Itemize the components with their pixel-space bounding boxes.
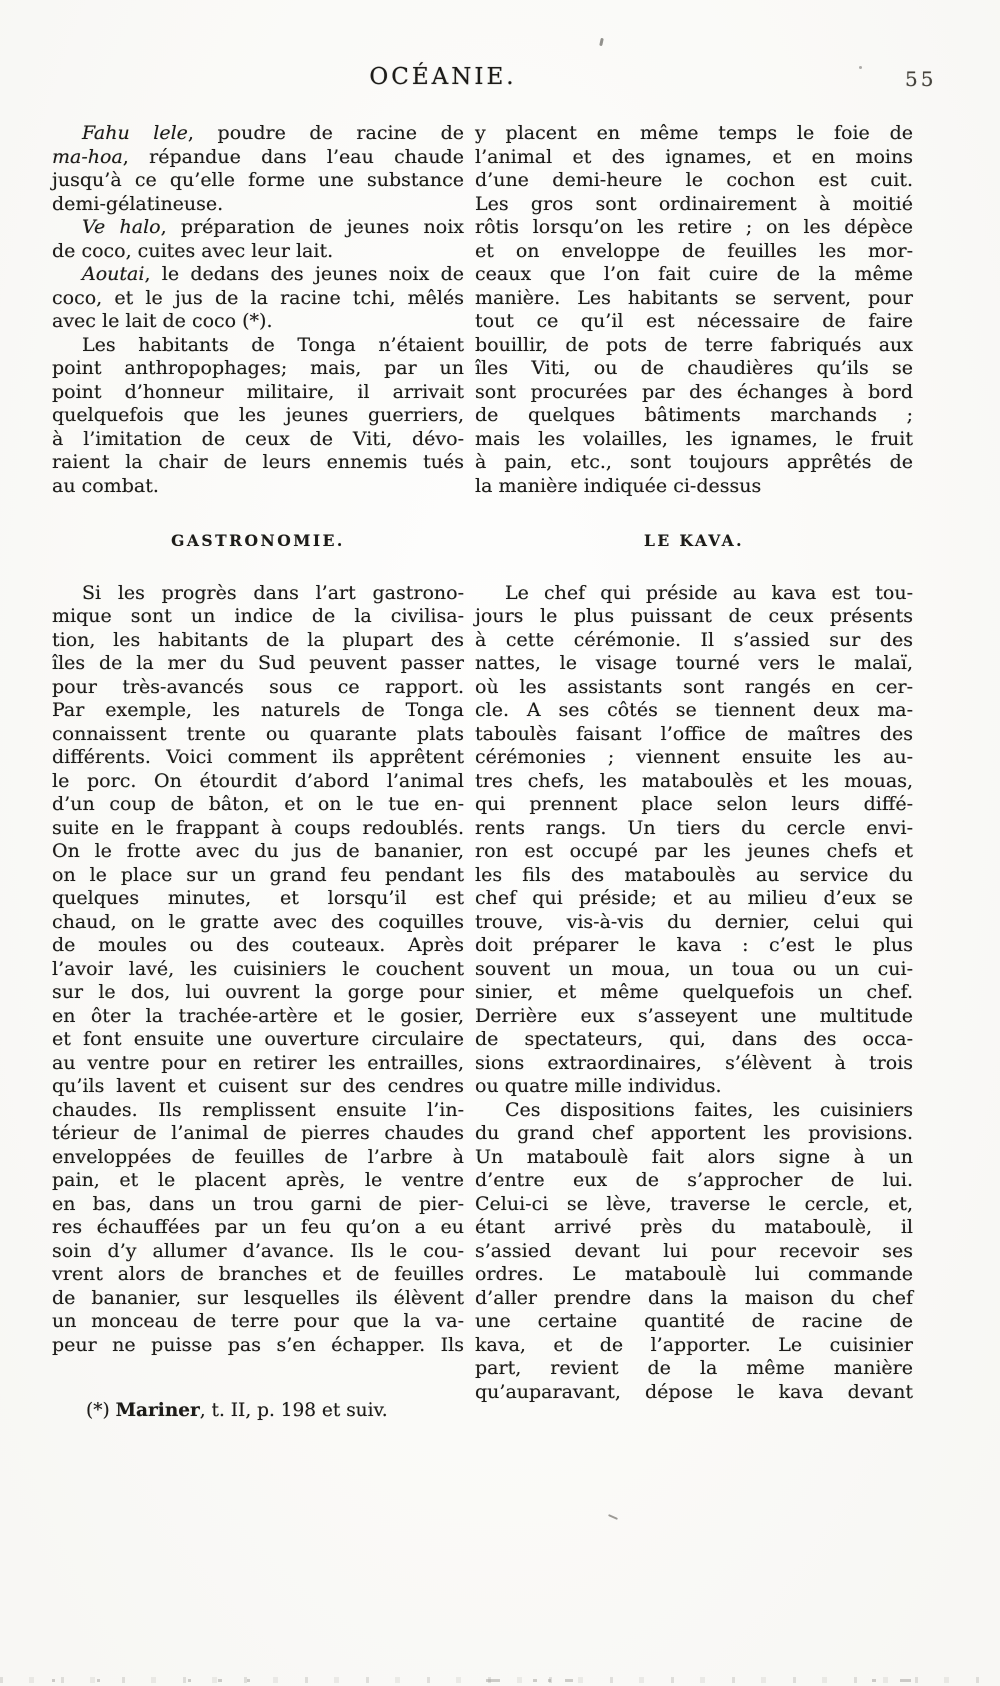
text-line	[52, 122, 464, 146]
text-line: de spectateurs, qui, dans des occa-	[475, 1028, 913, 1050]
text-line: on le place sur un grand feu pendant	[52, 863, 464, 886]
paragraph	[475, 122, 913, 498]
text-line: qu’auparavant, dépose le kava devant	[475, 1380, 913, 1403]
text-line: peur ne puisse pas s’en échapper. Ils	[52, 1333, 464, 1356]
text-line: d’une demi-heure le cochon est cuit.	[475, 169, 913, 191]
section-heading: LE KAVA.	[643, 531, 745, 550]
text-line: ceaux que l’on fait cuire de la même	[475, 263, 913, 285]
running-title: OCÉANIE.	[369, 64, 517, 90]
text-line: manière. Les habitants se servent, pour	[475, 286, 913, 309]
text-line: térieur de l’animal de pierres chaudes	[52, 1122, 464, 1144]
text-line: qu’ils lavent et cuisent sur des cendres	[52, 1075, 464, 1097]
section-heading: GASTRONOMIE.	[171, 531, 345, 550]
text-line: du grand chef apportent les provisions.	[475, 1122, 913, 1144]
text-line: étant arrivé près du mataboulè, il	[475, 1216, 913, 1238]
text-line: ou quatre mille individus.	[475, 1075, 722, 1097]
text-line: d’entre eux de s’approcher de lui.	[475, 1169, 913, 1191]
text-line: l’animal et des ignames, et en moins	[475, 145, 913, 168]
text-line: mais les volailles, les ignames, le fruit	[475, 427, 913, 450]
text-line: d’un coup de bâton, et on le tue en-	[52, 793, 464, 815]
text-line: Ces dispositions faites, les cuisiniers	[505, 1098, 913, 1121]
text-line: jours le plus puissant de ceux présents	[475, 605, 913, 627]
text-line: souvent un moua, un toua ou un cui-	[475, 957, 913, 980]
text-line: raient la chair de leurs ennemis tués	[52, 451, 464, 473]
text-line: qui prennent place selon leurs diffé-	[475, 793, 913, 815]
text-line: différents. Voici comment ils apprêtent	[52, 746, 464, 768]
text-line: suite en le frappant à coups redoublés.	[52, 816, 464, 839]
text-line: chaud, on le gratte avec des coquilles	[52, 910, 464, 933]
text-column-right	[475, 122, 913, 1423]
footnote	[52, 1399, 464, 1423]
text-segment: Fahu lele	[82, 122, 188, 144]
text-segment: , répandue dans l’eau chaude	[122, 145, 464, 168]
text-line: Un mataboulè fait alors signe à un	[475, 1145, 913, 1168]
text-line: l’avoir lavé, les cuisiniers le couchent	[52, 957, 464, 980]
text-line: jusqu’à ce qu’elle forme une substance	[52, 169, 464, 191]
paragraph	[52, 122, 464, 216]
text-line: point anthropophages; mais, par un	[52, 357, 464, 379]
text-segment: ma-hoa	[52, 145, 123, 168]
text-segment: , préparation de jeunes noix	[160, 216, 465, 238]
text-line: sur le dos, lui ouvrent la gorge pour	[52, 981, 464, 1003]
text-line: nattes, le visage tourné vers le malaï,	[475, 652, 913, 674]
text-segment: Aoutai	[82, 263, 145, 285]
text-line: Derrière eux s’asseyent une multitude	[475, 1004, 913, 1027]
text-line: cérémonies ; viennent ensuite les au-	[475, 746, 913, 768]
text-line: demi-gélatineuse.	[52, 192, 224, 215]
text-line: y placent en même temps le foie de	[475, 122, 913, 144]
text-line: avec le lait de coco (*).	[52, 310, 273, 332]
text-line: quelquefois que les jeunes guerriers,	[52, 404, 464, 426]
text-line: trouve, vis-à-vis du dernier, celui qui	[475, 910, 913, 933]
text-line: une certaine quantité de racine de	[475, 1310, 913, 1332]
text-line: les fils des mataboulès au service du	[475, 863, 913, 886]
text-line: s’assied devant lui pour recevoir ses	[475, 1239, 913, 1262]
text-line: d’aller prendre dans la maison du chef	[475, 1286, 913, 1309]
text-line: sinier, et même quelquefois un chef.	[475, 981, 913, 1003]
text-line: à pain, etc., sont toujours apprêtés de	[475, 451, 913, 473]
text-line: pour très-avancés sous ce rapport.	[52, 675, 464, 698]
text-line	[52, 146, 464, 170]
text-line: enveloppées de feuilles de l’arbre à	[52, 1145, 464, 1168]
text-line: ordres. Le mataboulè lui commande	[475, 1263, 913, 1285]
text-line: en bas, dans un trou garni de pier-	[52, 1192, 464, 1215]
text-line: ron est occupé par les jeunes chefs et	[475, 840, 913, 862]
text-line: pain, et le placent après, le ventre	[52, 1169, 464, 1191]
text-line: le porc. On étourdit d’abord l’animal	[52, 769, 464, 792]
text-line: rents rangs. Un tiers du cercle envi-	[475, 816, 913, 839]
paragraph	[52, 263, 464, 334]
text-line: de quelques bâtiments marchands ;	[475, 404, 913, 426]
paragraph	[475, 1099, 913, 1405]
text-line: rôtis lorsqu’on les retire ; on les dépèce	[475, 216, 913, 238]
paragraph	[52, 334, 464, 499]
text-line: chef qui préside; et au milieu d’eux se	[475, 887, 913, 909]
text-line: coco, et le jus de la racine tchi, mêlés	[52, 286, 464, 309]
text-line: de moules ou des couteaux. Après	[52, 934, 464, 956]
paragraph	[475, 582, 913, 1099]
paragraph	[52, 216, 464, 263]
text-line: res échauffées par un feu qu’on a eu	[52, 1216, 464, 1238]
text-line: cle. A ses côtés se tiennent deux ma-	[475, 699, 913, 721]
text-line: îles Viti, ou de chaudières qu’ils se	[475, 357, 913, 379]
scan-speck	[599, 38, 604, 46]
page-number: 55	[905, 67, 937, 91]
text-line: à cette cérémonie. Il s’assied sur des	[475, 628, 913, 651]
text-line: Si les progrès dans l’art gastrono-	[82, 581, 464, 604]
text-line: sions extraordinaires, s’élèvent à trois	[475, 1051, 913, 1074]
text-segment: (*)	[86, 1400, 116, 1421]
text-line: bouillir, de pots de terre fabriqués aux	[475, 333, 913, 356]
text-line: de coco, cuites avec leur lait.	[52, 239, 334, 262]
scan-speck	[608, 1514, 618, 1520]
text-line: soin d’y allumer d’avance. Ils le cou-	[52, 1239, 464, 1262]
text-line	[52, 263, 464, 287]
text-line: Par exemple, les naturels de Tonga	[52, 699, 464, 721]
text-line: tout ce qu’il est nécessaire de faire	[475, 310, 913, 332]
text-line: Les gros sont ordinairement à moitié	[475, 192, 913, 215]
text-line	[52, 1399, 464, 1423]
scan-noise-strip	[0, 1677, 1000, 1683]
text-line: mique sont un indice de la civilisa-	[52, 605, 464, 627]
text-line: au ventre pour en retirer les entrailles,	[52, 1051, 464, 1074]
text-line: et font ensuite une ouverture circulaire	[52, 1028, 464, 1050]
text-line: où les assistants sont rangés en cer-	[475, 675, 913, 698]
paragraph	[52, 582, 464, 1358]
text-line: point d’honneur militaire, il arrivait	[52, 380, 464, 403]
text-columns	[52, 122, 913, 1423]
text-line: Celui-ci se lève, traverse le cercle, et,	[475, 1192, 913, 1215]
text-line: un monceau de terre pour que la va-	[52, 1310, 464, 1332]
text-line: Les habitants de Tonga n’étaient	[82, 333, 464, 356]
text-line: doit préparer le kava : c’est le plus	[475, 934, 913, 956]
text-segment: , poudre de racine de	[187, 122, 464, 144]
text-line: vrent alors de branches et de feuilles	[52, 1263, 464, 1285]
text-line: tres chefs, les mataboulès et les mouas,	[475, 769, 913, 792]
text-line: la manière indiquée ci-dessus	[475, 474, 762, 497]
text-line: kava, et de l’apporter. Le cuisinier	[475, 1333, 913, 1356]
text-line: tion, les habitants de la plupart des	[52, 628, 464, 651]
text-segment: Mariner	[115, 1400, 200, 1421]
text-line: chaudes. Ils remplissent ensuite l’in-	[52, 1098, 464, 1121]
text-line: taboulès faisant l’office de maîtres des	[475, 722, 913, 745]
text-line: sont procurées par des échanges à bord	[475, 380, 913, 403]
text-line: en ôter la trachée-artère et le gosier,	[52, 1004, 464, 1027]
scan-speck	[630, 295, 632, 297]
text-line: et on enveloppe de feuilles les mor-	[475, 239, 913, 262]
text-line: de bananier, sur lesquelles ils élèvent	[52, 1286, 464, 1309]
text-segment: Ve halo	[82, 216, 161, 238]
text-segment: , le dedans des jeunes noix de	[144, 263, 464, 285]
text-line: quelques minutes, et lorsqu’il est	[52, 887, 464, 909]
text-line: au combat.	[52, 474, 159, 497]
text-line: Le chef qui préside au kava est tou-	[505, 581, 913, 604]
text-line: On le frotte avec du jus de bananier,	[52, 840, 464, 862]
scan-speck	[859, 66, 862, 69]
text-segment: , t. II, p. 198 et suiv.	[199, 1400, 388, 1421]
text-line: connaissent trente ou quarante plats	[52, 722, 464, 745]
text-line: à l’imitation de ceux de Viti, dévo-	[52, 427, 464, 450]
text-line: îles de la mer du Sud peuvent passer	[52, 652, 464, 674]
text-line	[52, 216, 464, 240]
text-column-left	[52, 122, 464, 1423]
text-line: part, revient de la même manière	[475, 1357, 913, 1379]
